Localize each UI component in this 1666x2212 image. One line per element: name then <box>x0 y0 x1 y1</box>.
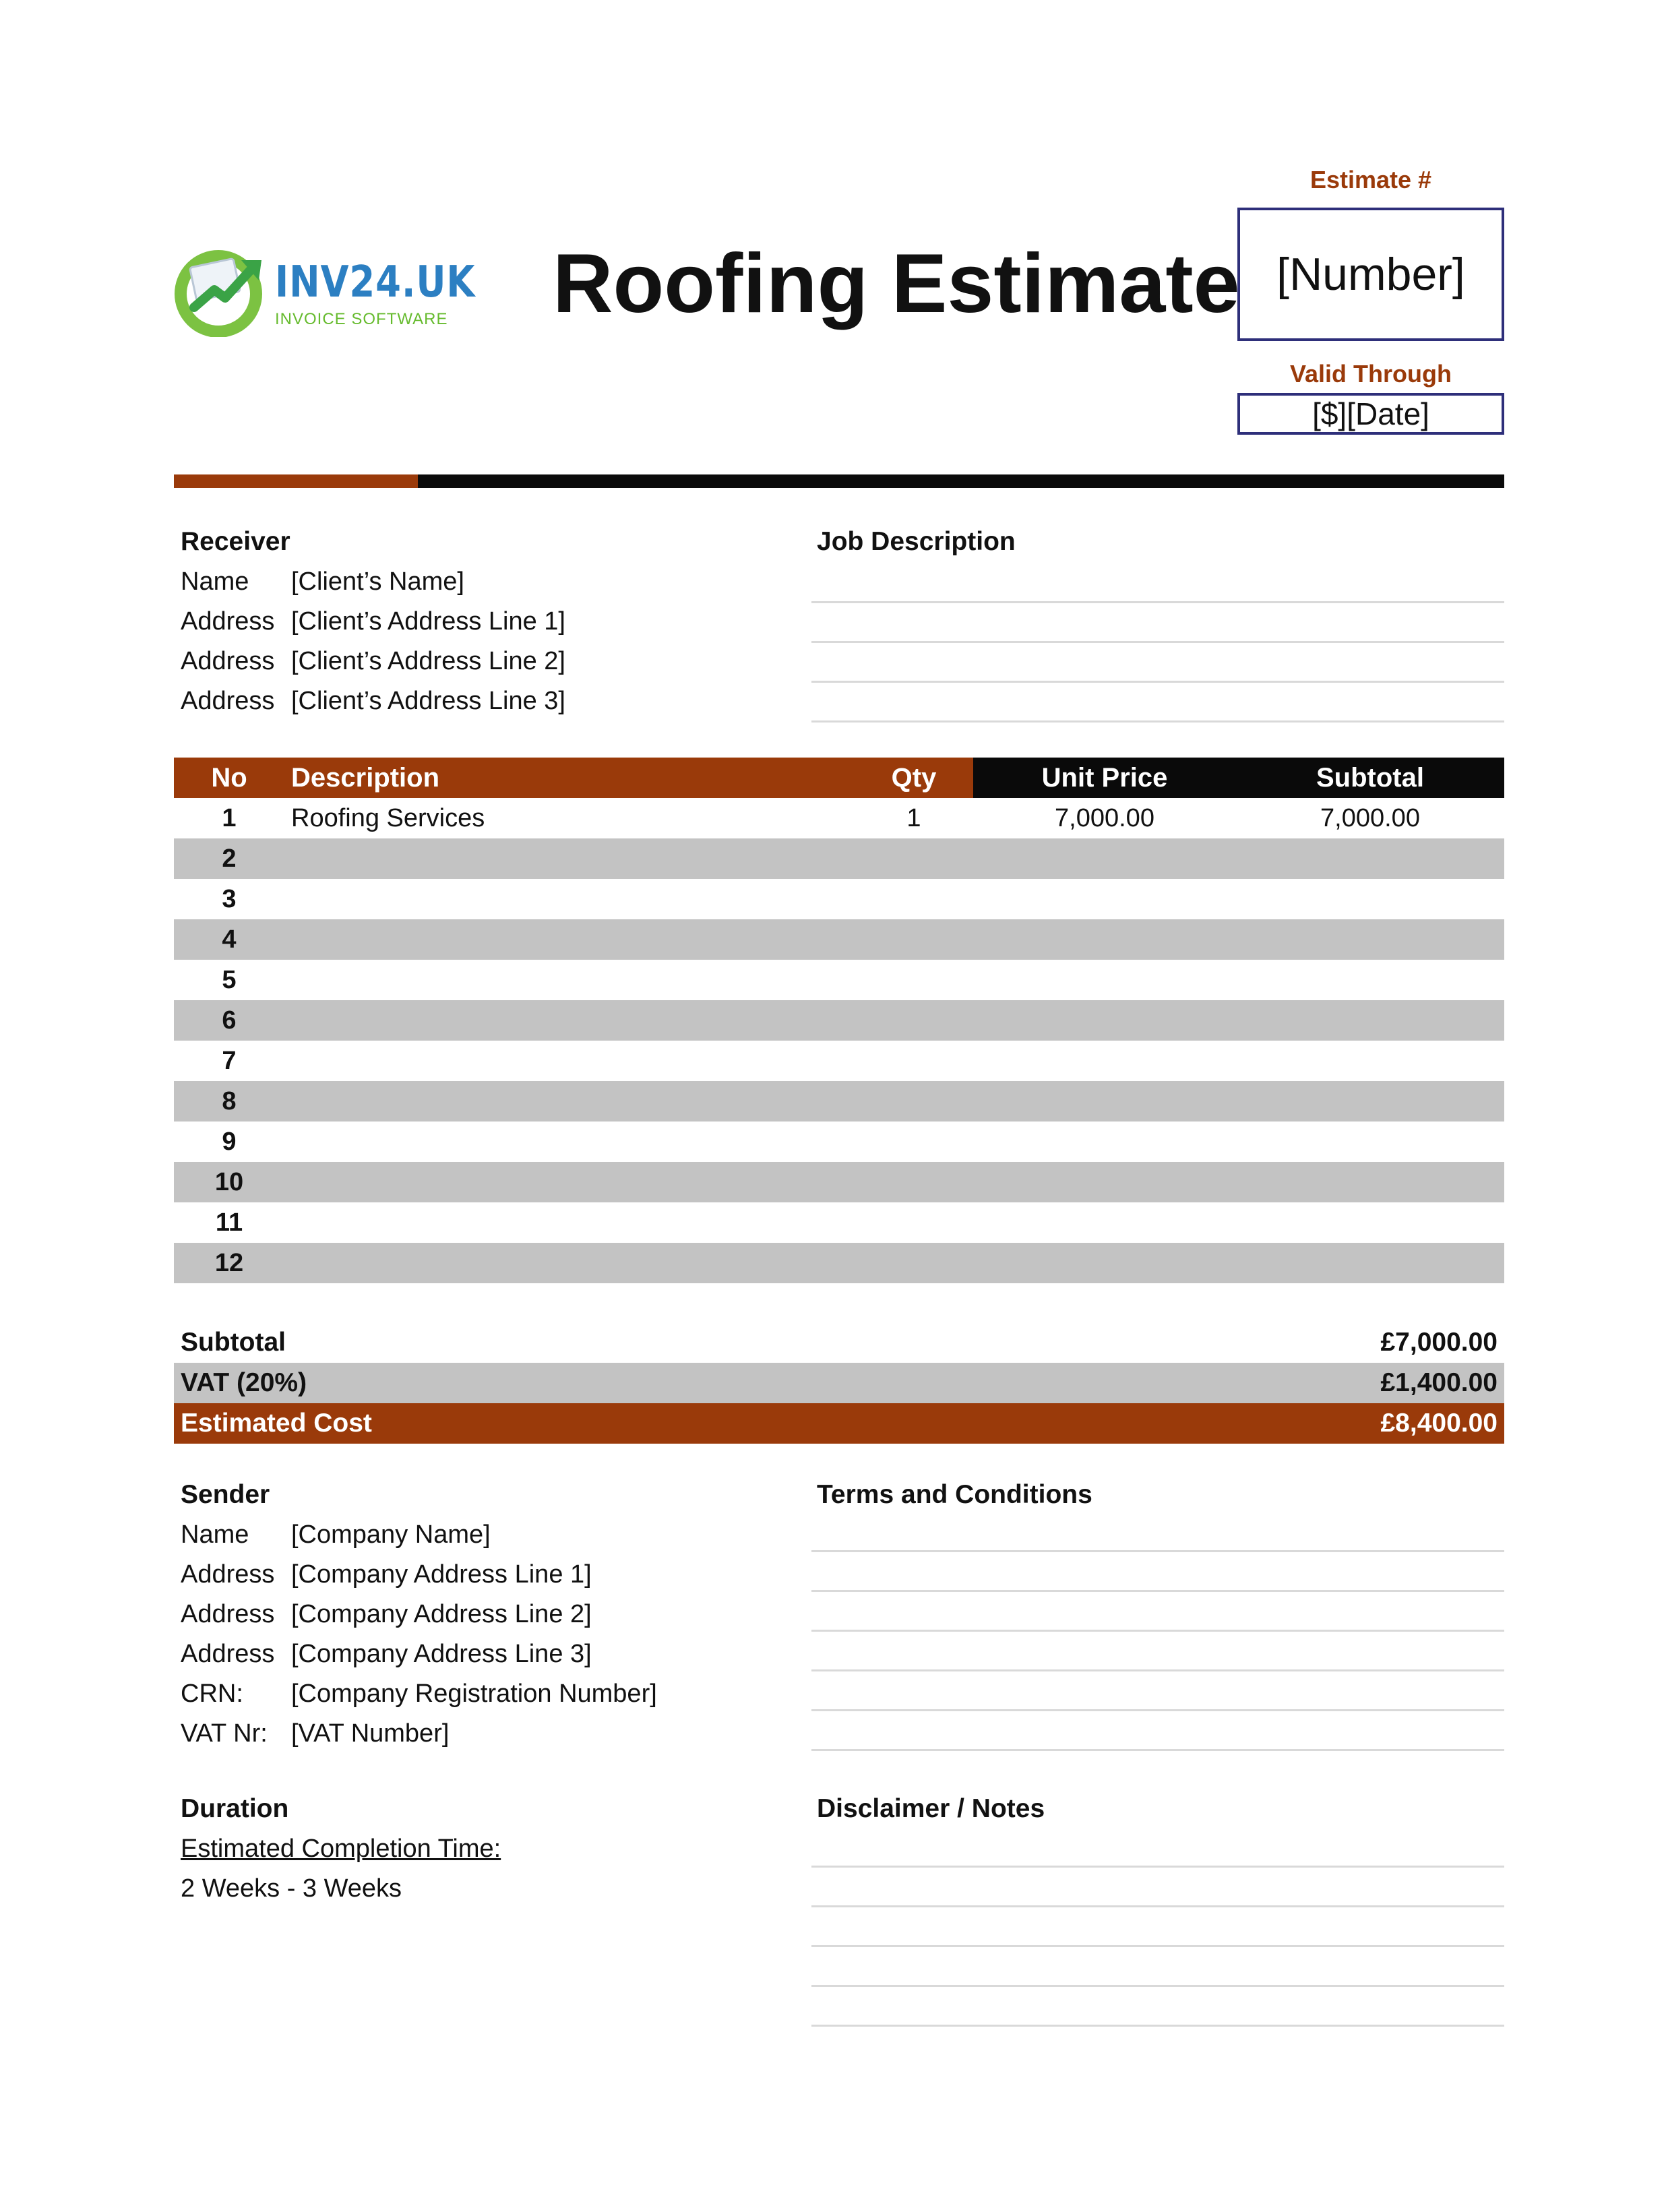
valid-through-field[interactable]: [$][Date] <box>1237 393 1504 435</box>
duration-title: Duration <box>181 1794 289 1823</box>
table-row[interactable] <box>174 879 1504 919</box>
vat-row <box>174 1363 1504 1403</box>
terms-line[interactable] <box>811 1709 1504 1711</box>
row-subtotal <box>1236 1243 1504 1283</box>
valid-through-label: Valid Through <box>1290 360 1452 388</box>
row-number: 2 <box>222 844 237 873</box>
header-divider <box>418 474 1504 488</box>
row-unit-price[interactable] <box>973 838 1236 879</box>
row-qty[interactable] <box>855 879 973 919</box>
row-number: 11 <box>215 1208 243 1237</box>
row-qty[interactable] <box>855 1243 973 1283</box>
notes-line[interactable] <box>811 1905 1504 1907</box>
sender-value[interactable]: [Company Address Line 1] <box>291 1560 592 1589</box>
company-logo <box>174 243 476 344</box>
table-row[interactable] <box>174 1202 1504 1243</box>
table-row[interactable] <box>174 798 1504 838</box>
row-unit-price[interactable] <box>973 1081 1236 1122</box>
row-unit-price[interactable] <box>973 1041 1236 1081</box>
row-qty[interactable]: 1 <box>906 804 921 832</box>
terms-line[interactable] <box>811 1590 1504 1592</box>
row-description[interactable]: Roofing Services <box>291 804 485 832</box>
sender-value[interactable]: [Company Address Line 2] <box>291 1600 592 1628</box>
sender-label: Address <box>181 1640 275 1668</box>
row-qty[interactable] <box>855 1162 973 1202</box>
row-subtotal <box>1236 1162 1504 1202</box>
sender-value[interactable]: [Company Name] <box>291 1520 491 1549</box>
receiver-title: Receiver <box>181 527 290 556</box>
sender-label: VAT Nr: <box>181 1719 268 1748</box>
subtotal-value: £7,000.00 <box>1380 1328 1498 1357</box>
row-number: 7 <box>222 1047 237 1075</box>
logo-text: INV24.UK <box>275 257 476 307</box>
table-row[interactable] <box>174 1081 1504 1122</box>
job-description-title: Job Description <box>817 527 1016 556</box>
table-row[interactable] <box>174 1162 1504 1202</box>
terms-line[interactable] <box>811 1630 1504 1632</box>
page-title: Roofing Estimate <box>553 237 1240 330</box>
row-number: 3 <box>222 885 237 913</box>
row-number: 12 <box>214 1249 244 1277</box>
vat-value: £1,400.00 <box>1380 1368 1498 1397</box>
logo-subtitle: INVOICE SOFTWARE <box>275 310 448 328</box>
terms-line[interactable] <box>811 1749 1504 1751</box>
col-no-header: No <box>211 763 247 793</box>
estimate-number-field[interactable]: [Number] <box>1237 208 1504 341</box>
row-number: 8 <box>222 1087 237 1115</box>
subtotal-row <box>174 1322 1504 1363</box>
row-qty[interactable] <box>855 1122 973 1162</box>
table-row[interactable] <box>174 1000 1504 1041</box>
row-subtotal <box>1236 1122 1504 1162</box>
row-unit-price[interactable]: 7,000.00 <box>1055 804 1154 832</box>
row-unit-price[interactable] <box>973 960 1236 1000</box>
sender-value[interactable]: [Company Address Line 3] <box>291 1640 592 1668</box>
table-row[interactable] <box>174 1122 1504 1162</box>
row-subtotal <box>1236 1202 1504 1243</box>
receiver-value[interactable]: [Client’s Address Line 2] <box>291 647 565 675</box>
terms-title: Terms and Conditions <box>817 1480 1092 1509</box>
receiver-label: Name <box>181 567 249 596</box>
sender-value[interactable]: [Company Registration Number] <box>291 1680 657 1708</box>
estimate-number-label: Estimate # <box>1309 166 1432 193</box>
terms-line[interactable] <box>811 1669 1504 1671</box>
logo-graphic-icon <box>174 243 268 337</box>
vat-label: VAT (20%) <box>181 1368 307 1397</box>
row-subtotal <box>1236 1000 1504 1041</box>
col-qty-header: Qty <box>891 763 937 793</box>
col-unit-price-header: Unit Price <box>1041 763 1168 793</box>
sender-value[interactable]: [VAT Number] <box>291 1719 450 1748</box>
receiver-value[interactable]: [Client’s Name] <box>291 567 464 596</box>
row-qty[interactable] <box>855 919 973 960</box>
receiver-value[interactable]: [Client’s Address Line 3] <box>291 687 565 715</box>
row-unit-price[interactable] <box>973 1122 1236 1162</box>
receiver-value[interactable]: [Client’s Address Line 1] <box>291 607 565 636</box>
header-divider-accent <box>174 474 418 488</box>
receiver-label: Address <box>181 607 275 636</box>
table-row[interactable] <box>174 960 1504 1000</box>
table-row[interactable] <box>174 1041 1504 1081</box>
row-number: 5 <box>222 966 237 994</box>
row-number: 9 <box>222 1128 237 1156</box>
row-unit-price[interactable] <box>973 879 1236 919</box>
table-row[interactable] <box>174 838 1504 879</box>
table-row[interactable] <box>174 919 1504 960</box>
estimated-cost-label: Estimated Cost <box>181 1409 372 1438</box>
sender-label: Address <box>181 1560 275 1589</box>
sender-title: Sender <box>181 1480 270 1509</box>
row-number: 10 <box>214 1168 244 1196</box>
notes-line[interactable] <box>811 1866 1504 1868</box>
subtotal-label: Subtotal <box>181 1328 286 1357</box>
row-number: 1 <box>222 804 237 832</box>
notes-line[interactable] <box>811 1945 1504 1947</box>
row-subtotal <box>1236 1081 1504 1122</box>
items-table-header <box>174 758 1504 798</box>
row-qty[interactable] <box>855 838 973 879</box>
row-qty[interactable] <box>855 1000 973 1041</box>
row-subtotal <box>1236 879 1504 919</box>
row-qty[interactable] <box>855 1081 973 1122</box>
job-description-line[interactable] <box>811 641 1504 643</box>
row-unit-price[interactable] <box>973 1000 1236 1041</box>
row-unit-price[interactable] <box>973 919 1236 960</box>
receiver-label: Address <box>181 647 275 675</box>
completion-time-label: Estimated Completion Time: <box>181 1835 501 1863</box>
sender-label: Address <box>181 1600 275 1628</box>
notes-line[interactable] <box>811 2025 1504 2027</box>
row-qty[interactable] <box>855 1202 973 1243</box>
terms-line[interactable] <box>811 1550 1504 1552</box>
row-number: 6 <box>222 1006 237 1035</box>
col-description-header: Description <box>291 763 440 793</box>
sender-label: CRN: <box>181 1680 243 1708</box>
receiver-label: Address <box>181 687 275 715</box>
table-row[interactable] <box>174 1243 1504 1283</box>
completion-time-value[interactable]: 2 Weeks - 3 Weeks <box>181 1874 402 1903</box>
row-qty[interactable] <box>855 960 973 1000</box>
row-unit-price[interactable] <box>973 1202 1236 1243</box>
row-subtotal <box>1236 960 1504 1000</box>
estimated-cost-value: £8,400.00 <box>1380 1409 1498 1438</box>
row-qty[interactable] <box>855 1041 973 1081</box>
notes-title: Disclaimer / Notes <box>817 1794 1045 1823</box>
job-description-line[interactable] <box>811 720 1504 723</box>
row-subtotal <box>1236 838 1504 879</box>
notes-line[interactable] <box>811 1985 1504 1987</box>
job-description-line[interactable] <box>811 681 1504 683</box>
row-subtotal <box>1236 919 1504 960</box>
row-unit-price[interactable] <box>973 1243 1236 1283</box>
row-subtotal <box>1236 1041 1504 1081</box>
col-subtotal-header: Subtotal <box>1316 763 1424 793</box>
estimated-cost-row <box>174 1403 1504 1444</box>
row-unit-price[interactable] <box>973 1162 1236 1202</box>
sender-label: Name <box>181 1520 249 1549</box>
job-description-line[interactable] <box>811 601 1504 603</box>
row-number: 4 <box>222 925 237 954</box>
row-subtotal: 7,000.00 <box>1320 804 1420 832</box>
